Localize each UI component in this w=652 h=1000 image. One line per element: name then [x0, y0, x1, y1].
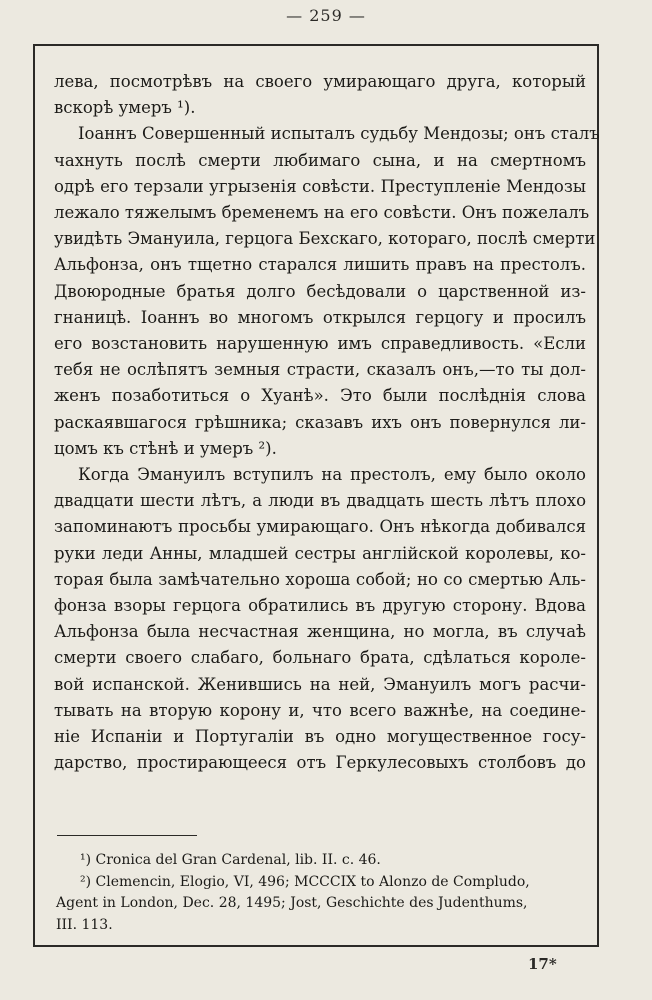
text-line: лежало тяжелымъ бременемъ на его совѣсти. Онъ пожелалъ [54, 203, 590, 223]
paragraph [54, 121, 600, 462]
text-line: раскаявшагося грѣшника; сказавъ ихъ онъ повернулся ли- [54, 412, 586, 432]
footnotes [56, 850, 588, 936]
text-line: одрѣ его терзали угрызенія совѣсти. Преступленіе Мендозы [54, 176, 586, 196]
text-line: Альфонза была несчастная женщина, но могла, въ случаѣ [54, 622, 586, 642]
footnote-line: Agent in London, Dec. 28, 1495; Jost, Geschichte des Judenthums, [56, 895, 528, 911]
text-line: чахнуть послѣ смерти любимаго сына, и на смертномъ [54, 150, 586, 170]
text-line: лева, посмотрѣвъ на своего умирающаго друга, который [54, 72, 586, 91]
text-line: его возстановить нарушенную имъ справедливость. «Если [54, 334, 586, 354]
text-line: руки леди Анны, младшей сестры англійской королевы, ко- [54, 543, 586, 563]
footnote-line: ¹) Cronica del Gran Cardenal, lib. II. c. 46. [80, 852, 381, 868]
footnote-divider [57, 835, 197, 836]
text-line: тывать на вторую корону и, что всего важнѣе, на соедине- [54, 700, 586, 720]
text-line: двадцати шести лѣтъ, а люди въ двадцать шесть лѣтъ плохо [54, 491, 586, 511]
signature-mark: 17* [528, 955, 557, 973]
paragraph [54, 462, 586, 776]
text-line: цомъ къ стѣнѣ и умеръ ²). [54, 438, 277, 458]
text-line: Когда Эмануилъ вступилъ на престолъ, ему было около [78, 465, 586, 485]
text-line: торая была замѣчательно хороша собой; но со смертью Аль- [54, 569, 586, 589]
text-line: Іоаннъ Совершенный испыталъ судьбу Мендозы; онъ сталъ [78, 124, 600, 144]
text-line: вой испанской. Женившись на ней, Эмануилъ могъ расчи- [54, 674, 586, 694]
text-line: дарство, простирающееся отъ Геркулесовыхъ столбовъ до [54, 753, 586, 773]
text-line: Двоюродные братья долго бесѣдовали о царственной из- [54, 281, 586, 301]
footnote-line: ²) Clemencin, Elogio, VI, 496; MCCCIX to Alonzo de Compludo, [80, 873, 530, 890]
text-line: тебя не ослѣпятъ земныя страсти, сказалъ онъ,—то ты дол- [54, 360, 586, 380]
text-line: ніе Испаніи и Португаліи въ одно могущественное госу- [54, 727, 586, 747]
text-line: фонза взоры герцога обратились въ другую сторону. Вдова [54, 596, 586, 616]
text-line: вскорѣ умеръ ¹). [54, 98, 196, 118]
text-line: Альфонза, онъ тщетно старался лишить правъ на престолъ. [54, 255, 586, 275]
text-line: женъ позаботиться о Хуанѣ». Это были послѣднія слова [54, 386, 586, 406]
footnote-line: III. 113. [56, 916, 113, 933]
body-text [54, 69, 600, 776]
text-line: гнаницѣ. Іоаннъ во многомъ открылся герцогу и просилъ [54, 307, 586, 327]
paragraph [54, 69, 586, 121]
text-line: запоминаютъ просьбы умирающаго. Онъ нѣкогда добивался [54, 517, 586, 537]
text-line: смерти своего слабаго, больнаго брата, сдѣлаться короле- [54, 648, 586, 668]
text-line: увидѣть Эмануила, герцога Бехскаго, котораго, послѣ смерти [54, 229, 596, 249]
page-number: — 259 — [286, 6, 366, 25]
